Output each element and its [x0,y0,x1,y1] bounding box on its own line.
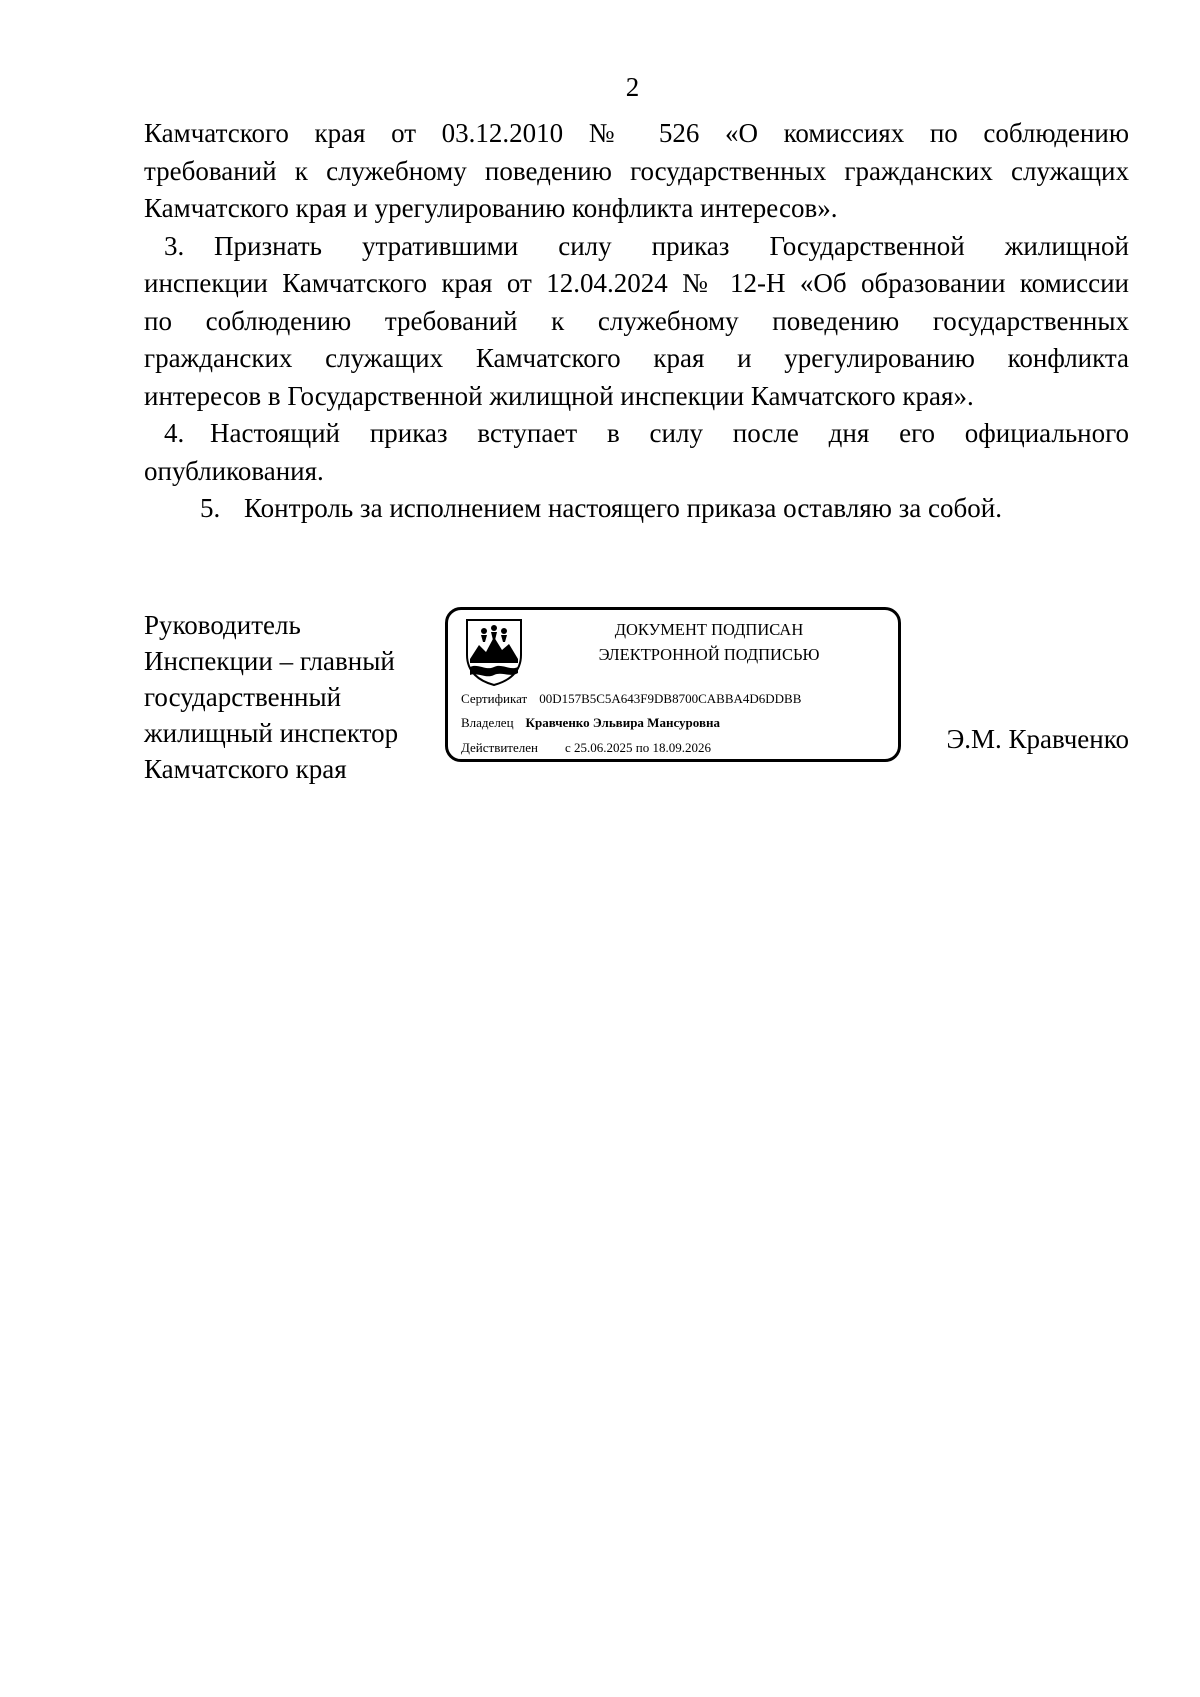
list-number: 4. [164,418,185,448]
certificate-row [461,690,801,708]
position-line: Камчатского края [144,754,347,784]
paragraph-line: требований к служебному поведению государственных гражданских служащих [144,155,1129,186]
signatory-name: Э.М. Кравченко [946,724,1129,754]
owner-value: Кравченко Эльвира Мансуровна [525,715,720,730]
list-number: 5. [200,493,221,523]
owner-label: Владелец [461,715,514,730]
valid-value: с 25.06.2025 по 18.09.2026 [565,740,711,755]
paragraph-line: гражданских служащих Камчатского края и урегулированию конфликта [144,343,1129,373]
paragraph-line: Камчатского края от 03.12.2010 № 526 «О комиссиях по соблюдению [144,118,1129,148]
paragraph-line: по соблюдению требований к служебному поведению государственных [144,305,1129,336]
position-line: Инспекции – главный [144,646,395,676]
paragraph-line: инспекции Камчатского края от 12.04.2024 № 12-Н «Об образовании комиссии [144,268,1129,298]
document-body [144,115,1129,528]
paragraph-line: интересов в Государственной жилищной инспекции Камчатского края». [144,380,974,411]
electronic-signature-stamp [445,607,901,762]
list-item-text: Признать утратившими силу приказ Государственной жилищной [214,230,1129,261]
stamp-title [528,617,890,667]
owner-row [461,714,720,732]
list-item-4-first-line [144,415,1129,453]
position-line: жилищный инспектор [144,718,399,748]
paragraph-line: опубликования. [144,455,324,486]
list-item-text: Настоящий приказ вступает в силу после дня его официального [210,418,1129,448]
certificate-value: 00D157B5C5A643F9DB8700CABBA4D6DDBB [539,691,802,706]
stamp-title-line: ДОКУМЕНТ ПОДПИСАН [614,620,804,639]
validity-row [461,739,711,757]
valid-label: Действителен [461,740,538,755]
signature-block [144,607,1129,797]
page-number: 2 [625,72,640,102]
position-line: государственный [144,682,342,712]
list-item-3-first-line [144,228,1129,266]
stamp-title-line: ЭЛЕКТРОННОЙ ПОДПИСЬЮ [598,645,820,664]
signatory-position [144,607,424,787]
certificate-label: Сертификат [461,691,528,706]
paragraph-line: Камчатского края и урегулированию конфликта интересов». [144,193,838,223]
position-line: Руководитель [144,610,301,640]
list-number: 3. [164,230,185,261]
list-item-5-line [144,490,1129,528]
list-item-text: Контроль за исполнением настоящего приказа оставляю за собой. [244,493,1002,523]
kamchatka-coat-of-arms-icon [464,617,524,687]
